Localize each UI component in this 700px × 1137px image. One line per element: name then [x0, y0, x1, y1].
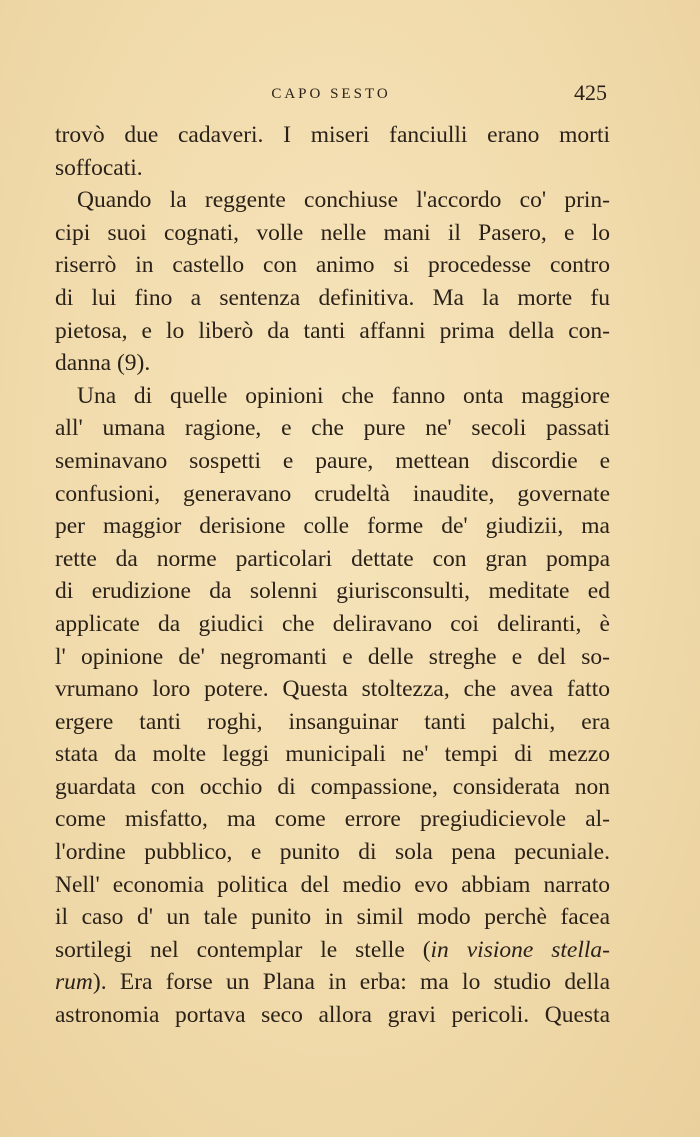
text-span: stata da molte leggi municipali ne' tempi di mezzo — [55, 741, 610, 768]
text-line — [55, 673, 610, 706]
text-span: soffocati. — [55, 154, 143, 181]
text-span: rette da norme particolari dettate con gran pompa — [55, 545, 610, 572]
text-line — [55, 119, 610, 152]
text-span: riserrò in castello con animo si procedesse contro — [55, 252, 610, 279]
text-line — [55, 738, 610, 771]
text-span: applicate da giudici che deliravano coi deliranti, è — [55, 610, 610, 637]
text-span: cipi suoi cognati, volle nelle mani il Pasero, e lo — [55, 219, 610, 246]
text-line — [55, 608, 610, 641]
text-span: confusioni, generavano crudeltà inaudite, governate — [55, 480, 610, 507]
text-line — [55, 380, 610, 413]
running-head — [55, 80, 607, 108]
text-span: trovò due cadaveri. I miseri fanciulli erano morti — [55, 122, 610, 148]
text-span: il caso d' un tale punito in simil modo perchè facea — [55, 904, 610, 931]
text-line — [55, 999, 610, 1032]
text-span: Una di quelle opinioni che fanno onta maggiore — [77, 382, 610, 409]
text-span: di lui fino a sentenza definitiva. Ma la morte fu — [55, 284, 610, 311]
page-number: 425 — [574, 80, 607, 105]
text-line — [55, 184, 610, 217]
text-line — [55, 217, 610, 250]
text-line — [55, 575, 610, 608]
text-span: astronomia portava seco allora gravi pericoli. Questa — [55, 1002, 610, 1029]
text-span: l'ordine pubblico, e punito di sola pena pecuniale. — [55, 839, 610, 866]
text-span: ergere tanti roghi, insanguinar tanti palchi, era — [55, 708, 610, 735]
text-line — [55, 803, 610, 836]
text-span: di erudizione da solenni giurisconsulti, meditate ed — [55, 578, 610, 605]
text-line — [55, 315, 610, 348]
text-line — [55, 706, 610, 739]
text-span: l' opinione de' negromanti e delle streghe e del so- — [55, 643, 610, 670]
text-line — [55, 641, 610, 674]
italic-text-span: rum — [55, 969, 93, 996]
text-line — [55, 543, 610, 576]
text-line — [55, 966, 610, 999]
text-line — [55, 901, 610, 934]
text-line — [55, 347, 610, 380]
text-line — [55, 510, 610, 543]
text-span: guardata con occhio di compassione, considerata non — [55, 773, 610, 800]
text-line — [55, 771, 610, 804]
text-line — [55, 836, 610, 869]
text-line — [55, 249, 610, 282]
text-span: sortilegi nel contemplar le stelle ( — [55, 936, 431, 963]
text-span: pietosa, e lo liberò da tanti affanni prima della con- — [55, 317, 610, 344]
text-span: danna (9). — [55, 350, 151, 377]
text-line — [55, 282, 610, 315]
text-span: Quando la reggente conchiuse l'accordo co' prin- — [77, 187, 610, 214]
text-span: vrumano loro potere. Questa stoltezza, che avea fatto — [55, 676, 610, 703]
text-span: seminavano sospetti e paure, mettean discordie e — [55, 447, 610, 474]
italic-text-span: in visione stella- — [430, 936, 610, 963]
text-span: come misfatto, ma come errore pregiudicievole al- — [55, 806, 610, 833]
text-span: per maggior derisione colle forme de' giudizii, ma — [55, 513, 610, 540]
text-span: ). Era forse un Plana in erba: ma lo studio della — [92, 969, 610, 996]
text-span: all' umana ragione, e che pure ne' secoli passati — [55, 415, 610, 442]
body-text — [55, 119, 610, 1032]
text-line — [55, 152, 610, 185]
running-title: CAPO SESTO — [271, 86, 391, 102]
text-span: Nell' economia politica del medio evo abbiam narrato — [55, 871, 610, 898]
text-line — [55, 412, 610, 445]
text-line — [55, 869, 610, 902]
text-line — [55, 934, 610, 967]
text-line — [55, 478, 610, 511]
text-line — [55, 445, 610, 478]
